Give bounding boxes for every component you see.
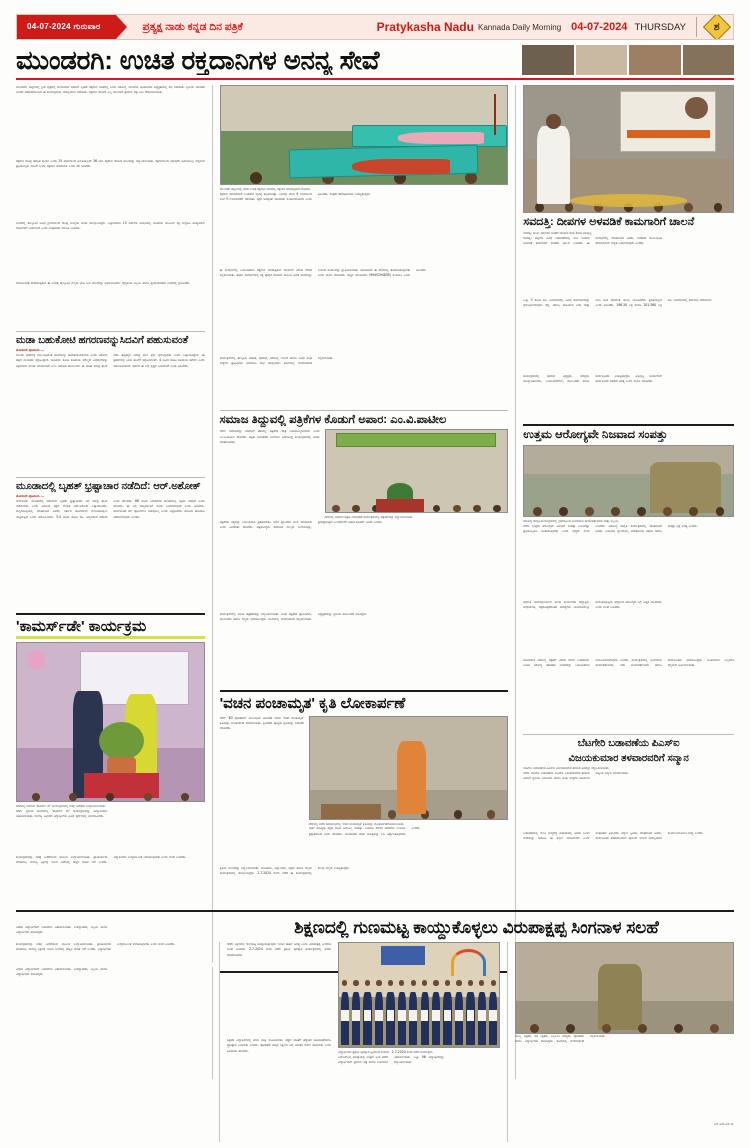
vachana-photo-caption: ಗದಗನಲ್ಲಿ ನಡೆದ ಸಮಾರಂಭದಲ್ಲಿ 'ವಚನ ಪಂಚಾಮೃತ' ಕೃತಿಯನ್ನು ಲೋಕಾರ್ಪಣೆಗೊಳಿಸಲಾಯಿತು. — [308, 821, 405, 826]
divider-1 — [16, 331, 205, 332]
arogya-photo-caption: ಆರೋಗ್ಯ ಜಾಗೃತಿ ಕಾರ್ಯಕ್ರಮದಲ್ಲಿ ಭಾಗವಹಿಸಿದ ಅಂಗನವಾಡಿ ಕಾರ್ಯಕರ್ತೆಯರು ಮತ್ತು ಸಿಬ್ಬಂದಿ. — [523, 519, 619, 524]
divider-4 — [220, 410, 509, 411]
masthead-date-flag: 04-07-2024 ಗುರುವಾರ — [17, 15, 116, 39]
divider-6 — [523, 424, 734, 426]
arogya-body-3: ಮಹಿಳೆಯರ ಆರೋಗ್ಯ ರಕ್ಷಣೆಗೆ ವಿಶೇಷ ಗಮನ ನೀಡಬೇಕಿದೆ. ಉಚಿತ ಆರೋಗ್ಯ ತಪಾಸಣಾ ಶಿಬಿರಗಳನ್ನು ನಿಯಮಿತವಾಗಿ ಆಯೋಜಿಸಲಾಗುವುದು ಎಂದರು. ಕಾರ್ಯಕ್ರಮದಲ್ಲಿ ಅಂಗನವಾಡಿ ಕಾರ್ಯಕರ್ತೆಯರು, ಆಶಾ ಕಾರ್ಯಕರ್ತೆಯರು ಹಾಗೂ ಸಾರ್ವಜನಿಕರು ಭಾಗವಹಿಸಿದ್ದರು. ಅಂತಿಮವಾಗಿ ಎಲ್ಲರಿಗೂ ಧನ್ಯವಾದ ಅರ್ಪಿಸಲಾಯಿತು. — [523, 657, 735, 668]
arogya-body-1: ಗದಗ: ಉತ್ತಮ ಆರೋಗ್ಯವೇ ನಿಜವಾದ ಸಂಪತ್ತು ಎಂಬುದನ್ನು ಪ್ರತಿಯೊಬ್ಬರೂ ಅರಿತುಕೊಳ್ಳಬೇಕು ಎಂದು ವೈದ್ಯರು ಸಲಹೆ ನೀಡಿದರು. ಆರೋಗ್ಯ ಜಾಗೃತಿ ಕಾರ್ಯಕ್ರಮದಲ್ಲಿ ಮಾತನಾಡಿದ ಅವರು, ನಿಯಮಿತ ವ್ಯಾಯಾಮ, ಸಮತೋಲಿತ ಆಹಾರ ಹಾಗೂ ಸಾಕಷ್ಟು ನಿದ್ರೆ ಅಗತ್ಯ ಎಂದರು. — [523, 523, 698, 534]
divider-7 — [523, 734, 734, 735]
column-right — [523, 85, 734, 963]
samaja-body-2: ಪತ್ರಿಕೆಗಳು ಸತ್ಯವನ್ನು ನಿರ್ಭಯವಾಗಿ ಪ್ರಕಟಿಸಬೇಕು. ಜನರ ಧ್ವನಿಯಾಗಿ ಕೆಲಸ ಮಾಡಬೇಕು ಎಂದು ಕಿವಿಮಾತು ಹೇಳಿದರು. ಪತ್ರಿಕೋದ್ಯಮ ಸಮಾಜದ ನಾಲ್ಕನೇ ಅಂಗವಾಗಿದ್ದು, ಪ್ರಜಾಪ್ರಭುತ್ವದ ಬಲವರ್ಧನೆಗೆ ಅಪಾರ ಕೊಡುಗೆ ನೀಡಿದೆ ಎಂದರು. — [219, 519, 383, 530]
shikshana-right-col — [515, 942, 734, 1142]
lead-body-4: ಮಾನವೀಯತೆ ಮೆರೆಯುತ್ತಿರುವ ಈ ಶಿಬಿರಕ್ಕೆ ತಾಲ್ಲೂಕಿನ ಗಣ್ಯರು ಭೇಟಿ ನೀಡಿ ದಾನಿಗಳನ್ನು ಅಭಿನಂದಿಸಿದರು. ವೈದ್ಯಕೀಯ ಸಿಬ್ಬಂದಿ ಹಾಗೂ ಸ್ವಯಂಸೇವಕರು ಶಿಬಿರದಲ್ಲಿ ಶ್ರಮಿಸಿದರು. — [16, 281, 191, 285]
lead-headline: ಮುಂಡರಗಿ: ಉಚಿತ ರಕ್ತದಾನಿಗಳ ಅನನ್ಯ ಸೇವೆ — [16, 45, 380, 75]
students-with-certificates-photo — [338, 942, 500, 1048]
shikshana-photo-caption: ವಿದ್ಯಾರ್ಥಿಗಳು ಪ್ರತಿಭಾ ಪುರಸ್ಕಾರ ಸ್ವೀಕರಿಸಿದ ಸಂದರ್ಭ. 2-7-2024 ರಂದು ನಡೆದ ಕಾರ್ಯಕ್ರಮ. — [338, 1050, 434, 1055]
commerce-headline: 'ಕಾಮರ್ಸ್‌ಡೇ' ಕಾರ್ಯಕ್ರಮ — [16, 617, 147, 635]
vachana-headline: 'ವಚನ ಪಂಚಾಮೃತ' ಕೃತಿ ಲೋಕಾರ್ಪಣೆ — [219, 694, 406, 712]
lead-body-5: ರಕ್ತದಾನ ಮಾಡಿದವರಿಗೆ ಉಪಹಾರ ವ್ಯವಸ್ಥೆ ಕಲ್ಪಿಸಲಾಗಿತ್ತು. ಶಿಬಿರವು ಬೆಳಿಗ್ಗೆ 9 ಗಂಟೆಯಿಂದ ಸಂಜೆ 5 ಗಂಟೆಯವರೆಗೆ ನಡೆಯಿತು. ರಕ್ತದ ಅವಶ್ಯಕತೆ ಇರುವವರು ಸಂಪರ್ಕಿಸಬಹುದು ಎಂದು ತಿಳಿಸಿದರು. ಸಂಘದ ಪದಾಧಿಕಾರಿಗಳು ಉಪಸ್ಥಿತರಿದ್ದರು. — [219, 191, 371, 202]
mooda-headline: ಮೂಡಾದಲ್ಲಿ ಬೃಹತ್ ಭ್ರಷ್ಟಾಚಾರ ನಡೆದಿದೆ: ಆರ್.ಅಶೋಕ್ — [16, 480, 201, 492]
masthead-english-title: Pratykasha Nadu — [376, 20, 474, 34]
shikshana-photo-col — [338, 942, 500, 1142]
vachana-body-1: ಗದಗ: '63 ಪುರಾತನರು' ಸಂಬಂಧಿಸಿದ ನಿರೂಪಣೆ ಇರುವ 'ವಚನ ಪಂಚಾಮೃತ' ಕೃತಿಯನ್ನು ಲೋಕಾರ್ಪಣೆ ಮಾಡಲಾಯಿತು. ಶ್ರೀಮಠದ ಪೂಜ್ಯರು ಕೃತಿಯನ್ನು ಬಿಡುಗಡೆ ಮಾಡಿದರು. — [219, 715, 304, 731]
psi-headline-line2: ವಿಜಯಕುಮಾರ ತಳವಾರವರಿಗೆ ಸನ್ಮಾನ — [568, 752, 689, 764]
shikshana-body-2: ಶಿಕ್ಷಕರು ವಿದ್ಯಾರ್ಥಿಗಳಲ್ಲಿ ಕಲಿಕಾ ಆಸಕ್ತಿ ಮೂಡಿಸಬೇಕು. ಪಠ್ಯದ ಜೊತೆಗೆ ಪಠ್ಯೇತರ ಚಟುವಟಿಕೆಗಳಿಗೂ ಪ್ರೋತ್ಸಾಹ ನೀಡಬೇಕು ಎಂದರು. ಪೋಷಕರು ಮಕ್ಕಳ ಶಿಕ್ಷಣದ ಬಗ್ಗೆ ನಿರಂತರ ಗಮನ ಹರಿಸಬೇಕು ಎಂದು ಕಿವಿಮಾತು ಹೇಳಿದರು. — [227, 1038, 331, 1053]
headline-rule — [16, 78, 734, 80]
column-divider-left — [212, 85, 213, 963]
samaja-body-1: ಗದಗ: ಸಮಾಜವನ್ನು ಸರಿದಾರಿಗೆ ತರುವಲ್ಲಿ ಪತ್ರಿಕೆಗಳ ಪಾತ್ರ ಬಹುಮುಖ್ಯವಾದುದು ಎಂದು ಎಂ.ವಿ.ಪಾಟೀಲ ಹೇಳಿದರು. ಪತ್ರಿಕಾ ದಿನಾಚರಣೆ ಅಂಗವಾಗಿ ಏರ್ಪಡಿಸಿದ್ದ ಕಾರ್ಯಕ್ರಮದಲ್ಲಿ ಅವರು ಮಾತನಾಡಿದರು. — [219, 429, 320, 445]
commerce-body-2: ಕಾರ್ಯಕ್ರಮವನ್ನು ಗಿಡಕ್ಕೆ ನೀರೆರೆಯುವ ಮೂಲಕ ಉದ್ಘಾಟಿಸಲಾಯಿತು. ಪ್ರಾಚಾರ್ಯರು ಮಾತನಾಡಿ, ವಾಣಿಜ್ಯ ಶಿಕ್ಷಣಕ್ಕೆ ಇಂದಿನ ದಿನಗಳಲ್ಲಿ ಹೆಚ್ಚಿನ ಬೇಡಿಕೆ ಇದೆ ಎಂದರು. ವಿದ್ಯಾರ್ಥಿಗಳು ಉದ್ಯಮಶೀಲತೆ ಬೆಳೆಸಿಕೊಳ್ಳಬೇಕು ಎಂದು ಸಲಹೆ ನೀಡಿದರು. — [16, 854, 187, 865]
shikshana-left-col — [16, 942, 212, 1142]
divider-5 — [220, 690, 509, 692]
shikshana-body-col — [227, 942, 331, 1142]
savadatti-title: ಸವದತ್ತಿ: ದೀಪಗಳ ಅಳವಡಿಕೆ ಕಾಮಗಾರಿಗೆ ಚಾಲನೆ — [523, 216, 695, 228]
psi-photo-caption: ಬೆಟಗೇರಿ ಬಡಾವಣೆಯ ಪಿಎಸ್‌ಐ ವಿಜಯಕುಮಾರ ತಳವಾರ ಅವರನ್ನು ಸನ್ಮಾನಿಸಲಾಯಿತು. — [523, 766, 610, 771]
psi-signoff: ಎಸ್.ಎಸ್.ಎಸ್.ಜಿ. — [714, 1122, 734, 1127]
mooda-kicker: ಮೊದಲನೇ ಪುಟದಿಂದ.... — [16, 493, 45, 498]
column-center — [220, 85, 509, 963]
psi-headline-line1: ಬೆಟಗೇರಿ ಬಡಾವಣೆಯ ಪಿಎಸ್‌ಐ — [577, 737, 680, 749]
samaja-headline: ಸಮಾಜ ತಿದ್ದುವಲ್ಲಿ ಪತ್ರಿಕೆಗಳ ಕೊಡುಗೆ ಅಪಾರ: ಎಂ.ವಿ.ಪಾಟೀಲ — [219, 413, 447, 426]
lead-body-2: ರಕ್ತದಾನ ದೊಡ್ಡ ಪರಹಿತ ಕಾರ್ಯ ಎಂದು 15 ವರ್ಷಗಳಿಂದ ಅಣತಿಯಿಲ್ಲದೇ 36 ಬಾರಿ ರಕ್ತದಾನ ಮಾಡಿದ ದಾನಿಗಳನ್ನು ಸನ್ಮಾನಿಸಲಾಯಿತು. ರಕ್ತದಾನದಿಂದ ಯಾವುದೇ ಅಪಾಯವಿಲ್ಲ ಆದ್ದರಿಂದ ಪ್ರತಿಯೊಬ್ಬರು ಮುಂದೆ ಬಂದು ರಕ್ತದಾನ ಮಾಡಬೇಕು ಎಂದು ಕರೆ ನೀಡಿದರು. — [16, 159, 205, 169]
mooda-body: ಬೆಂಗಳೂರು: ಮೂಡಾದಲ್ಲಿ ನಡೆದಿರುವ ಬೃಹತ್ ಭ್ರಷ್ಟಾಚಾರದ ಬಗ್ಗೆ ಸಮಗ್ರ ತನಿಖೆ ನಡೆಯಬೇಕು ಎಂದು ವಿರೋಧ ಪಕ್ಷದ ನಾಯಕ ಆರ್.ಅಶೋಕ್ ಒತ್ತಾಯಿಸಿದರು. ಸುದ್ದಿಗೋಷ್ಠಿಯಲ್ಲಿ ಮಾತನಾಡಿದ ಅವರು, ಸರ್ಕಾರ ತನಿಖೆಯಿಂದ ನುಣುಚಿಕೊಳ್ಳಲು ಯತ್ನಿಸುತ್ತಿದೆ ಎಂದು ಆರೋಪಿಸಿದರು. 3-4 ಸಾವಿರ ಕೋಟಿ ರೂ. ಅವ್ಯವಹಾರ ನಡೆದಿದೆ ಎಂದು ಹೇಳಿದರು. 86 ಸಾವಿರ ನಿವೇಶನಗಳ ಹಂಚಿಕೆಯಲ್ಲಿ ಅಕ್ರಮ ನಡೆದಿದೆ ಎಂದು ಹೇಳಿದರು. ಈ ಬಗ್ಗೆ ರಾಜ್ಯಪಾಲರಿಗೆ ದೂರು ನೀಡಲಾಗುವುದು ಎಂದು ತಿಳಿಸಿದರು. ಸಾರ್ವಜನಿಕರ ಹಣ ಪೋಲಾಗಲು ಬಿಡುವುದಿಲ್ಲ ಎಂದು ಎಚ್ಚರಿಸಿದರು. ಕಾನೂನು ಹೋರಾಟ ನಡೆಸಲಾಗುವುದು ಎಂದರು. — [16, 498, 205, 519]
madha-headline: ಮಡಾ ಬಹುಕೋಟಿ ಹಗರಣವನ್ನುಸಿದವಿಗೆ ಪಹುಸುವಂತೆ — [16, 335, 189, 346]
masthead-day: THURSDAY — [634, 21, 686, 33]
divider-3 — [16, 613, 205, 615]
masthead-english-subtitle: Kannada Daily Morning — [477, 22, 562, 32]
shikshana-headline: ಶಿಕ್ಷಣದಲ್ಲಿ ಗುಣಮಟ್ಟ ಕಾಯ್ದುಕೊಳ್ಳಲು ವಿರುಪಾಕ್ಷಪ್ಪ ಸಿಂಗನಾಳ ಸಲಹೆ — [294, 918, 659, 937]
lead-body-6: ಈ ಸಂದರ್ಭದಲ್ಲಿ ನಿಯಮಿತವಾಗಿ ರಕ್ತದಾನ ಮಾಡುತ್ತಿರುವ ದಾನಿಗಳಿಗೆ ವಿಶೇಷ ಗೌರವ ಸಲ್ಲಿಸಲಾಯಿತು. ತುರ್ತು ಸಂದರ್ಭಗಳಲ್ಲಿ ರಕ್ತ ಪೂರೈಕೆ ಮಾಡುವ ಮೂಲಕ ಅನೇಕ ಜೀವಗಳನ್ನು ಉಳಿಸಿದ ಕಾರ್ಯವನ್ನು ಶ್ಲಾಘಿಸಲಾಯಿತು. ಯುವಜನರು ಈ ಸೇವೆಯಲ್ಲಿ ತೊಡಗಿಸಿಕೊಳ್ಳಬೇಕು ಎಂದು ಮನವಿ ಮಾಡಿದರು. ಹೆಚ್ಚಿನ ಮಾಹಿತಿಗಾಗಿ (9945294839) ಸಂಪರ್ಕಿಸಿ ಎಂದು ತಿಳಿಸಿದರು. — [219, 267, 427, 278]
shikshana-spill-1: ಕಾರ್ಯಕ್ರಮವನ್ನು ಗಿಡಕ್ಕೆ ನೀರೆರೆಯುವ ಮೂಲಕ ಉದ್ಘಾಟಿಸಲಾಯಿತು. ಪ್ರಾಚಾರ್ಯರು ಮಾತನಾಡಿ, ವಾಣಿಜ್ಯ ಶಿಕ್ಷಣಕ್ಕೆ ಇಂದಿನ ದಿನಗಳಲ್ಲಿ ಹೆಚ್ಚಿನ ಬೇಡಿಕೆ ಇದೆ ಎಂದರು. ವಿದ್ಯಾರ್ಥಿಗಳು ಉದ್ಯಮಶೀಲತೆ ಬೆಳೆಸಿಕೊಳ್ಳಬೇಕು ಎಂದು ಸಲಹೆ ನೀಡಿದರು. — [16, 942, 176, 952]
samaja-photo-caption: ಗದಗನಲ್ಲಿ ಜರುಗಿದ ಪತ್ರಿಕಾ ದಿನಾಚರಣೆ ಕಾರ್ಯಕ್ರಮದಲ್ಲಿ ಪತ್ರಕರ್ತರನ್ನು ಸನ್ಮಾನಿಸಲಾಯಿತು. — [324, 515, 413, 520]
psi-body-2: ಬಡಾವಣೆಯಲ್ಲಿ ಶಾಂತಿ ಸುವ್ಯವಸ್ಥೆ ಕಾಪಾಡುವಲ್ಲಿ ಅವರು ನೀಡಿದ ಸೇವೆಯನ್ನು ಗುರುತಿಸಿ ಈ ಸನ್ಮಾನ ಮಾಡಲಾಗಿದೆ ಎಂದು ಸಂಘಟಕರು ತಿಳಿಸಿದರು. ಸನ್ಮಾನ ಸ್ವೀಕರಿಸಿ ಮಾತನಾಡಿದ ಅವರು, ಸಾರ್ವಜನಿಕರ ಸಹಕಾರದಿಂದಲೇ ಪೊಲೀಸ್ ಇಲಾಖೆ ಯಶಸ್ವಿಯಾಗಿ ಕಾರ್ಯನಿರ್ವಹಿಸಲು ಸಾಧ್ಯ ಎಂದರು. — [523, 831, 704, 841]
shikshana-section — [16, 906, 734, 1142]
arogya-body-2: ಆಧುನಿಕ ಜೀವನಶೈಲಿಯಿಂದ ಹಲವು ಕಾಯಿಲೆಗಳು ಹೆಚ್ಚುತ್ತಿವೆ. ಮಧುಮೇಹ, ರಕ್ತದೊತ್ತಡದಂತಹ ಸಮಸ್ಯೆಗಳು ಯುವಜನರಲ್ಲೂ ಕಾಣಿಸಿಕೊಳ್ಳುತ್ತಿವೆ. ಆದ್ದರಿಂದ ಆರೋಗ್ಯದ ಬಗ್ಗೆ ಎಚ್ಚರ ವಹಿಸಬೇಕು ಎಂದು ಸಲಹೆ ನೀಡಿದರು. — [523, 599, 662, 610]
health-awareness-group-photo — [523, 445, 734, 517]
commerce-photo-caption: ಗದಗನಲ್ಲಿ ಜರುಗಿದ 'ಕಾಮರ್ಸ್ ಡೇ' ಕಾರ್ಯಕ್ರಮದಲ್ಲಿ ಗಿಡಕ್ಕೆ ನೀರೆರೆದು ಉದ್ಘಾಟಿಸಲಾಯಿತು. — [16, 804, 106, 809]
psi-felicitation-photo — [515, 942, 734, 1034]
lead-body-1: ಮುಂಡರಗಿ: ಪಟ್ಟಣದಲ್ಲಿ ಶ್ರೀಶ ವೃತ್ತದಲ್ಲಿ ಮಂಗಳವಾರ ಜರುಗಿದ ಬೃಹತ್ ರಕ್ತದಾನ ಶಿಬಿರದಲ್ಲಿ ಎಂದು ಆರೋಗ್ಯ ಇಲಾಖೆಯ ಅಧಿಕಾರಿಗಳು ಅಧ್ಯಕ್ಷತೆಯಲ್ಲಿ ಸಭೆ ನಡೆಯಿತು. ಸ್ಥಳೀಯ ಯುವಕರ ಬಳಗದ ಸಹಕಾರದೊಂದಿಗೆ ಈ ಕಾರ್ಯಕ್ರಮವು ಯಶಸ್ವಿಯಾಗಿ ನಡೆಯಿತು. ರಕ್ತದಾನ ಮಾಡಿದ ಎಲ್ಲ ದಾನಿಗಳಿಗೆ ಪ್ರಮಾಣ ಪತ್ರ ನೀಡಿ ಗೌರವಿಸಲಾಯಿತು. — [16, 85, 205, 95]
savadatti-photo-caption: ಸವದತ್ತಿ: ರಾ.ಹೆ. ಸರ್ಕಾರದ ಜನತೆಗೆ ಆದಿವಾಸ ಶಂಕು ಕೇಳದ ಅಭಿವೃದ್ಧಿ — [523, 230, 592, 235]
column-divider-right — [515, 85, 516, 963]
lamp-work-inauguration-photo — [523, 85, 734, 213]
arogya-headline: ಉತ್ತಮ ಆರೋಗ್ಯವೇ ನಿಜವಾದ ಸಂಪತ್ತು — [523, 428, 668, 441]
lead-body-3: ಶಿಬಿರದಲ್ಲಿ ತಾಲ್ಲೂಕಿನ ವಿವಿಧ ಗ್ರಾಮಗಳಿಂದ ದೊಡ್ಡ ಸಂಖ್ಯೆಯ ಜನರು ಪಾಲ್ಗೊಂಡಿದ್ದರು. ಒಟ್ಟಾರೆಯಾಗಿ 15 ವರ್ಷಗಳ ಅವಧಿಯಲ್ಲಿ ಸಾವಿರಾರು ಯೂನಿಟ್ ರಕ್ತ ಸಂಗ್ರಹಿಸಿ ಅಗತ್ಯವಿರುವ ರೋಗಿಗಳಿಗೆ ನೀಡಲಾಗಿದೆ ಎಂದು ಸಂಘಟಕರು ಮಾಹಿತಿ ನೀಡಿದರು. — [16, 221, 205, 231]
commerce-day-photo — [16, 642, 205, 802]
samaja-body-3: ಕಾರ್ಯಕ್ರಮದಲ್ಲಿ ಹಿರಿಯ ಪತ್ರಕರ್ತರನ್ನು ಸನ್ಮಾನಿಸಲಾಯಿತು. ವಿವಿಧ ಪತ್ರಿಕೆಗಳ ಪ್ರತಿನಿಧಿಗಳು, ಮುಖಂಡರು ಹಾಗೂ ಗಣ್ಯರು ಭಾಗವಹಿಸಿದ್ದರು. ಕೊನೆಯಲ್ಲಿ ವಂದನಾರ್ಪಣೆ ಸಲ್ಲಿಸಲಾಯಿತು. ಅಧ್ಯಕ್ಷತೆಯನ್ನು ಸ್ಥಳೀಯ ಮುಖಂಡರು ವಹಿಸಿದ್ದರು. — [219, 611, 368, 622]
blood-donation-camp-photo — [220, 85, 509, 185]
savadatti-body-2: ಒಟ್ಟು 3 ಕೋಟಿ ರೂ. ಅನುದಾನದಲ್ಲಿ ವಿವಿಧ ಕಾಮಗಾರಿಗಳನ್ನು ಕೈಗೊಳ್ಳಲಾಗುವುದು. ರಸ್ತೆ, ಚರಂಡಿ, ಕುಡಿಯುವ ನೀರು ಮತ್ತು ಬೀದಿ ದೀಪ ಸೇರಿದಂತೆ ಹಲವು ಯೋಜನೆಗಳು ಪ್ರಗತಿಯಲ್ಲಿವೆ ಎಂದು ತಿಳಿಸಿದರು. 198.30 ಲಕ್ಷ ಹಾಗೂ 201.560 ಲಕ್ಷ ರೂ. ಅನುದಾನದಲ್ಲಿ ಕಾಮಗಾರಿ ನಡೆಯಲಿದೆ. — [523, 297, 712, 308]
shikshana-body-3: ಎಸ್ಎಸ್ಎಲ್ಸಿ ಪರೀಕ್ಷೆಯಲ್ಲಿ ಉತ್ತಮ ಅಂಕ ಪಡೆದ ವಿದ್ಯಾರ್ಥಿಗಳಿಗೆ ಪ್ರಮಾಣ ಪತ್ರ ಹಾಗೂ ಬಹುಮಾನ ವಿತರಿಸಲಾಯಿತು. ಒಟ್ಟು 96 ವಿದ್ಯಾರ್ಥಿಗಳನ್ನು ಸನ್ಮಾನಿಸಲಾಯಿತು. — [338, 1054, 444, 1065]
commerce-body-3-spill: ವಿಜೇತ ವಿದ್ಯಾರ್ಥಿಗಳಿಗೆ ಬಹುಮಾನ ವಿತರಿಸಲಾಯಿತು. ಉಪನ್ಯಾಸಕರು, ಸಿಬ್ಬಂದಿ ಹಾಗೂ ವಿದ್ಯಾರ್ಥಿಗಳು ಹಾಜರಿದ್ದರು. — [16, 966, 108, 977]
lead-body-7: ಕಾರ್ಯಕ್ರಮದಲ್ಲಿ ತಾಲ್ಲೂಕು ಆಡಳಿತ, ಪುರಸಭೆ, ಆರೋಗ್ಯ ಇಲಾಖೆ ಹಾಗೂ ವಿವಿಧ ಸಂಘ ಸಂಸ್ಥೆಗಳ ಪ್ರತಿನಿಧಿಗಳು ಭಾಗವಹಿಸಿ ಶುಭ ಹಾರೈಸಿದರು. ಕೊನೆಯಲ್ಲಿ ವಂದನಾರ್ಪಣೆ ಸಲ್ಲಿಸಲಾಯಿತು. — [219, 355, 334, 366]
masthead-kannada-title: ಪ್ರತ್ಯಕ್ಷ ನಾಡು ಕನ್ನಡ ದಿನ ಪತ್ರಿಕೆ — [142, 20, 243, 33]
commerce-body-3: ವಿಜೇತ ವಿದ್ಯಾರ್ಥಿಗಳಿಗೆ ಬಹುಮಾನ ವಿತರಿಸಲಾಯಿತು. ಉಪನ್ಯಾಸಕರು, ಸಿಬ್ಬಂದಿ ಹಾಗೂ ವಿದ್ಯಾರ್ಥಿಗಳು ಹಾಜರಿದ್ದರು. — [16, 924, 108, 935]
commerce-body-1: ಗದಗ: ಸ್ಥಳೀಯ ಕಾಲೇಜಿನಲ್ಲಿ 'ಕಾಮರ್ಸ್ ಡೇ' ಕಾರ್ಯಕ್ರಮವನ್ನು ಅದ್ದೂರಿಯಾಗಿ ಆಚರಿಸಲಾಯಿತು. ವಾಣಿಜ್ಯ ವಿಭಾಗದ ವಿದ್ಯಾರ್ಥಿಗಳು ವಿವಿಧ ಸ್ಪರ್ಧೆಗಳಲ್ಲಿ ಭಾಗವಹಿಸಿದರು. — [16, 808, 108, 819]
book-release-photo — [309, 716, 509, 820]
shikshana-body-4: ಮುಖ್ಯ ಶಿಕ್ಷಕರು, ಸಹ ಶಿಕ್ಷಕರು, ಎಸ್ಡಿಎಂಸಿ ಸದಸ್ಯರು, ಪೋಷಕರು ಹಾಗೂ ವಿದ್ಯಾರ್ಥಿಗಳು ಹಾಜರಿದ್ದರು. ಕೊನೆಯಲ್ಲಿ ವಂದನಾರ್ಪಣೆ ಸಲ್ಲಿಸಲಾಯಿತು. — [515, 1034, 606, 1044]
blood-photo-caption: ಮುಂಡರಗಿ ಪಟ್ಟಣದಲ್ಲಿ ನಡೆದ ಉಚಿತ ರಕ್ತದಾನ ಶಿಬಿರದಲ್ಲಿ ರಕ್ತದಾನ ಮಾಡುತ್ತಿರುವ ದಾನಿಗಳು. — [219, 187, 311, 191]
publication-logo-icon — [703, 14, 731, 40]
divider-2 — [16, 477, 205, 478]
logo-glyph: ಶ — [713, 20, 721, 33]
savadatti-body-3: ಕಾರ್ಯಕ್ರಮದಲ್ಲಿ ಪುರಸಭೆ ಅಧ್ಯಕ್ಷರು, ಸದಸ್ಯರು, ಮುಖ್ಯಾಧಿಕಾರಿಗಳು, ಎಂಜಿನಿಯರ್‌ಗಳು, ಮುಖಂಡರು ಹಾಗೂ ಸಾರ್ವಜನಿಕರು ಉಪಸ್ಥಿತರಿದ್ದರು. ಅಭಿವೃದ್ಧಿ ಕಾರ್ಯಗಳಿಗೆ ಸಾರ್ವಜನಿಕರ ಸಹಕಾರ ಅಗತ್ಯ ಎಂದು ಮನವಿ ಮಾಡಿದರು. — [523, 373, 662, 384]
divider-9 — [16, 910, 734, 912]
masthead-english-date: 04-07-2024 — [571, 21, 628, 33]
madha-kicker: ಮೊದಲನೇ ಪುಟದಿಂದ.... — [16, 347, 45, 352]
madha-body: ಮೂಡಾ ಹಗರಣಕ್ಕೆ ಸಂಬಂಧಿಸಿದಂತೆ ತನಿಖೆಯನ್ನು ಚುರುಕುಗೊಳಿಸಬೇಕು ಎಂದು ವಿರೋಧ ಪಕ್ಷದ ನಾಯಕರು ಆಗ್ರಹಿಸಿದ್ದಾರೆ. ಸಾವಿರಾರು ಕೋಟಿ ರೂಪಾಯಿ ಮೌಲ್ಯದ ನಿವೇಶನಗಳನ್ನು ಅಕ್ರಮವಾಗಿ ಹಂಚಿಕೆ ಮಾಡಲಾಗಿದೆ ಎಂಬ ಆರೋಪ ಕೇಳಿಬಂದಿದೆ. ಈ ಕುರಿತು ಸಮಗ್ರ ತನಿಖೆ ನಡೆಸಿ ತಪ್ಪಿತಸ್ಥರ ವಿರುದ್ಧ ಕಠಿಣ ಕ್ರಮ ಕೈಗೊಳ್ಳಬೇಕು ಎಂದು ಒತ್ತಾಯಿಸಿದ್ದಾರೆ. ಈ ಪ್ರಕರಣದಲ್ಲಿ ಸಿಬಿಐ ತನಿಖೆಗೆ ಆಗ್ರಹಿಸಲಾಗಿದೆ. 4 ಸಾವಿರ ಕೋಟಿ ರೂಪಾಯಿ ಹಗರಣ ಎಂದು ಆರೋಪಿಸಲಾಗಿದೆ. ಸರ್ಕಾರ ಈ ಬಗ್ಗೆ ಸ್ಪಷ್ಟನೆ ನೀಡಬೇಕಿದೆ ಎಂದು ತಿಳಿಸಿದರು. — [16, 352, 205, 368]
shikshana-body-1: ಗದಗ: ಶಿಕ್ಷಣದಲ್ಲಿ ಗುಣಮಟ್ಟ ಕಾಯ್ದುಕೊಳ್ಳುವುದು ಇಂದಿನ ತುರ್ತು ಅಗತ್ಯ ಎಂದು ವಿರುಪಾಕ್ಷಪ್ಪ ಸಿಂಗನಾಳ ಸಲಹೆ ನೀಡಿದರು. 2-7-2024 ರಂದು ನಡೆದ ಪ್ರತಿಭಾ ಪುರಸ್ಕಾರ ಕಾರ್ಯಕ್ರಮದಲ್ಲಿ ಅವರು ಮಾತನಾಡಿದರು. — [227, 942, 331, 957]
commerce-accent-bar — [16, 636, 205, 639]
masthead-divider — [696, 17, 697, 37]
masthead — [16, 14, 734, 40]
header-photo-strip — [522, 45, 734, 75]
column-left — [16, 85, 205, 963]
psi-body-1: ಗದಗ: ಬೆಟಗೇರಿ ಬಡಾವಣೆಯ ಪಿಎಸ್‌ಐ ವಿಜಯಕುಮಾರ ತಳವಾರ ಅವರಿಗೆ ಸ್ಥಳೀಯ ನಿವಾಸಿಗಳು ಹಾಗೂ ಸಂಘ ಸಂಸ್ಥೆಗಳ ವತಿಯಿಂದ ಆತ್ಮೀಯ ಸನ್ಮಾನ ಮಾಡಲಾಯಿತು. — [523, 771, 629, 781]
vachana-body-3: ಕೃತಿಯ ಲೇಖಕರನ್ನು ಸನ್ಮಾನಿಸಲಾಯಿತು. ಸಾಹಿತಿಗಳು, ವಿದ್ವಾಂಸರು, ಭಕ್ತರು ಹಾಗೂ ಗಣ್ಯರು ಕಾರ್ಯಕ್ರಮದಲ್ಲಿ ಪಾಲ್ಗೊಂಡಿದ್ದರು. 2-7-2024 ರಂದು ನಡೆದ ಈ ಕಾರ್ಯಕ್ರಮದಲ್ಲಿ ಹಲವು ಗಣ್ಯರು ಉಪಸ್ಥಿತರಿದ್ದರು. — [219, 865, 350, 875]
savadatti-body-1: ಸವದತ್ತಿ: ಪಟ್ಟಣದ ವಿವಿಧ ಬಡಾವಣೆಗಳಲ್ಲಿ ಬೀದಿ ದೀಪಗಳ ಅಳವಡಿಕೆ ಕಾಮಗಾರಿಗೆ ಶಾಸಕರು ಚಾಲನೆ ನೀಡಿದರು. ಈ ಸಂದರ್ಭದಲ್ಲಿ ಮಾತನಾಡಿದ ಅವರು, ನಾಗರಿಕರ ಮೂಲಭೂತ ಸೌಕರ್ಯಗಳಿಗೆ ಆದ್ಯತೆ ನೀಡಲಾಗುವುದು ಎಂದರು. — [523, 235, 662, 246]
vachana-body-2: ವಚನ ಸಾಹಿತ್ಯವು ಕನ್ನಡ ನಾಡಿನ ಅಮೂಲ್ಯ ಸಂಪತ್ತು. ಬಸವಾದಿ ಶರಣರ ವಚನಗಳು ಇಂದಿಗೂ ಪ್ರಸ್ತುತವಾಗಿವೆ ಎಂದು ಹೇಳಿದರು. ಯುವಜನರು ವಚನ ಸಾಹಿತ್ಯವನ್ನು ಓದಿ ಅರ್ಥೈಸಿಕೊಳ್ಳಬೇಕು ಎಂದರು. — [308, 826, 421, 836]
main-grid — [16, 85, 734, 963]
lead-headline-row — [16, 45, 734, 75]
press-day-felicitation-photo — [325, 429, 509, 513]
